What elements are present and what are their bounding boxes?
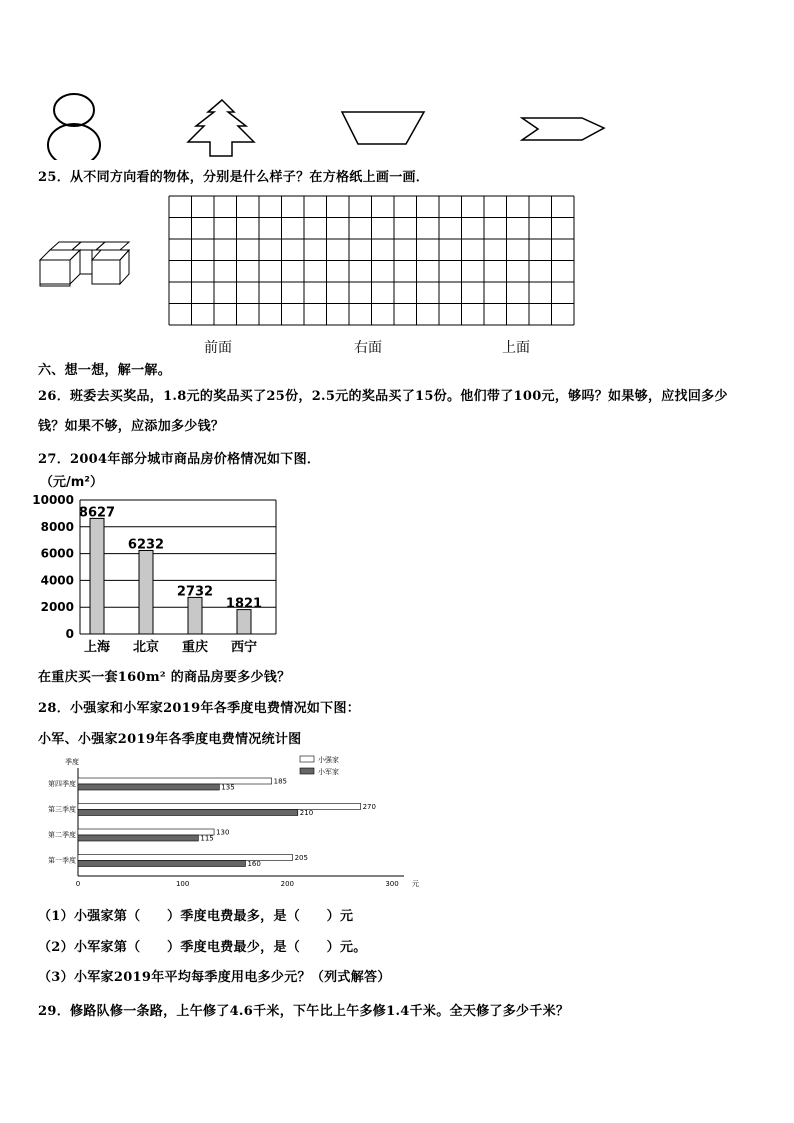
price-chart (30, 470, 290, 660)
category-label: 第三季度 (48, 805, 76, 814)
x-tick-label: 0 (75, 880, 81, 888)
legend-label: 小强家 (318, 756, 339, 764)
cube-figure (36, 236, 140, 316)
tree-shape (188, 100, 254, 156)
bar (90, 518, 104, 634)
shapes-row (0, 60, 794, 160)
trapezoid-shape (342, 112, 424, 144)
legend-label: 小军家 (318, 768, 339, 776)
bar (78, 835, 198, 841)
section-6-heading: 六、想一想，解一解。 (38, 363, 172, 378)
bar-value-label: 6232 (127, 537, 165, 553)
question-28-sub3: （3）小军家2019年平均每季度用电多少元？（列式解答） (38, 970, 391, 985)
legend-swatch (300, 768, 314, 774)
category-label: 第二季度 (48, 831, 76, 839)
bar (78, 861, 245, 867)
y-tick-label: 2000 (40, 600, 74, 615)
question-28: 28．小强家和小军家2019年各季度电费情况如下图： (38, 701, 361, 716)
category-label: 上海 (83, 640, 111, 655)
question-26-line1: 26．班委去买奖品，1.8元的奖品买了25份，2.5元的奖品买了15份。他们带了100元，够吗？如果够，应找回多少 (38, 389, 728, 404)
category-label: 第一季度 (48, 856, 76, 865)
bar (237, 610, 251, 634)
category-label: 第四季度 (48, 780, 76, 788)
category-label: 北京 (132, 640, 160, 655)
question-28-sub1: （1）小强家第（ ）季度电费最多，是（ ）元 (38, 909, 354, 924)
y-axis-label: （元/m²） (40, 475, 103, 490)
question-26-line2: 钱？如果不够，应添加多少钱？ (38, 419, 225, 434)
y-tick-label: 6000 (40, 546, 74, 561)
bar-value-label: 130 (216, 828, 230, 837)
x-tick-label: 100 (175, 880, 190, 888)
bar-value-label: 2732 (176, 584, 214, 600)
bar-value-label: 210 (299, 809, 314, 817)
bar (188, 597, 202, 634)
bar (78, 804, 361, 810)
view-label-front: 前面 (204, 340, 232, 356)
chart-caption: 小军、小强家2019年各季度电费情况统计图 (38, 732, 302, 747)
bar-value-label: 205 (294, 854, 308, 862)
bar-value-label: 8627 (78, 505, 116, 521)
bar-value-label: 270 (362, 803, 376, 811)
x-axis-label: 元 (412, 880, 419, 888)
y-tick-label: 8000 (40, 519, 74, 534)
square-grid[interactable] (168, 195, 576, 327)
category-label: 重庆 (181, 640, 209, 655)
y-tick-label: 4000 (40, 573, 74, 588)
question-25: 25．从不同方向看的物体，分别是什么样子？在方格纸上画一画． (38, 170, 430, 185)
question-28-sub2: （2）小军家第（ ）季度电费最少，是（ ）元。 (38, 940, 367, 955)
legend-swatch (300, 756, 314, 762)
question-29: 29．修路队修一条路，上午修了4.6千米，下午比上午多修1.4千米。全天修了多少千米？ (38, 1004, 570, 1019)
category-label: 西宁 (230, 640, 258, 655)
bar (78, 778, 272, 784)
figure-eight-shape (48, 94, 100, 160)
x-tick-label: 300 (385, 880, 399, 888)
y-axis-label: 季度 (65, 758, 79, 766)
question-27: 27．2004年部分城市商品房价格情况如下图． (38, 452, 321, 467)
bar (78, 810, 298, 816)
bar (78, 784, 219, 790)
bar-value-label: 160 (247, 860, 261, 868)
view-label-top: 上面 (502, 340, 530, 356)
bar-value-label: 135 (221, 783, 235, 792)
electricity-chart (36, 752, 436, 894)
view-label-right: 右面 (354, 340, 382, 356)
bar-value-label: 185 (273, 777, 288, 786)
y-tick-label: 0 (65, 627, 74, 641)
bar (139, 550, 153, 634)
arrow-flag-shape (522, 118, 604, 140)
question-27-ask: 在重庆买一套160m² 的商品房要多少钱？ (38, 670, 291, 685)
bar-value-label: 115 (200, 834, 214, 843)
y-tick-label: 10000 (32, 493, 74, 507)
bar (78, 829, 214, 835)
bar-value-label: 1821 (225, 596, 263, 612)
x-tick-label: 200 (280, 880, 295, 888)
